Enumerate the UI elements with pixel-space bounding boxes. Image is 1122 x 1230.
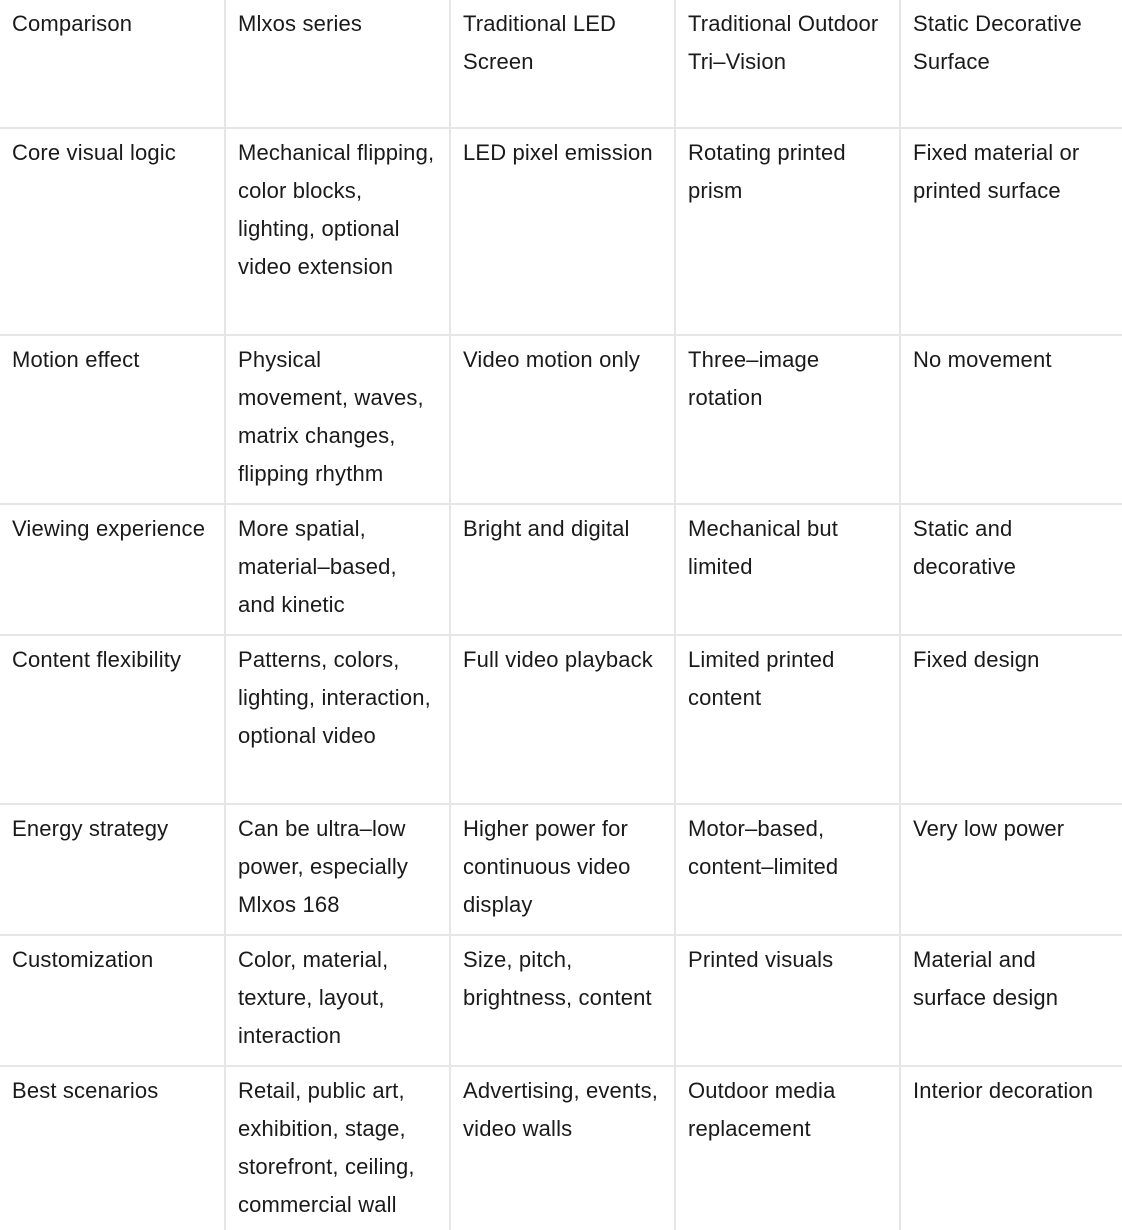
table-cell: Physical movement, waves, matrix changes, flipping rhythm: [225, 335, 450, 504]
table-row: [0, 635, 1122, 804]
row-label-cell: Motion effect: [0, 335, 225, 504]
row-label-cell: Customization: [0, 935, 225, 1066]
table-cell: More spatial, material–based, and kinetic: [225, 504, 450, 635]
table-cell: Full video playback: [450, 635, 675, 804]
table-cell: Motor–based, content–limited: [675, 804, 900, 935]
header-cell-traditional-led-screen: Traditional LED Screen: [450, 0, 675, 128]
header-cell-traditional-outdoor-tri-vision: Traditional Outdoor Tri–Vision: [675, 0, 900, 128]
table-cell: Mechanical but limited: [675, 504, 900, 635]
table-cell: Static and decorative: [900, 504, 1122, 635]
table-row: [0, 335, 1122, 504]
table-cell: Size, pitch, brightness, content: [450, 935, 675, 1066]
table-cell: Rotating printed prism: [675, 128, 900, 335]
table-row: [0, 128, 1122, 335]
table-row: [0, 804, 1122, 935]
table-cell: Bright and digital: [450, 504, 675, 635]
row-label-cell: Best scenarios: [0, 1066, 225, 1230]
table-cell: Very low power: [900, 804, 1122, 935]
table-cell: Retail, public art, exhibition, stage, storefront, ceiling, commercial wall: [225, 1066, 450, 1230]
table-cell: Fixed material or printed surface: [900, 128, 1122, 335]
row-label-cell: Content flexibility: [0, 635, 225, 804]
table-cell: LED pixel emission: [450, 128, 675, 335]
header-cell-mlxos-series: Mlxos series: [225, 0, 450, 128]
row-label-cell: Energy strategy: [0, 804, 225, 935]
table-cell: Fixed design: [900, 635, 1122, 804]
table-cell: Higher power for continuous video display: [450, 804, 675, 935]
table-cell: Video motion only: [450, 335, 675, 504]
table-row: [0, 504, 1122, 635]
table-cell: Color, material, texture, layout, interaction: [225, 935, 450, 1066]
header-cell-comparison: Comparison: [0, 0, 225, 128]
table-cell: No movement: [900, 335, 1122, 504]
table-cell: Printed visuals: [675, 935, 900, 1066]
table-cell: Patterns, colors, lighting, interaction, optional video: [225, 635, 450, 804]
table-header-row: [0, 0, 1122, 128]
table-cell: Advertising, events, video walls: [450, 1066, 675, 1230]
table-cell: Interior decoration: [900, 1066, 1122, 1230]
table-cell: Mechanical flipping, color blocks, lighting, optional video extension: [225, 128, 450, 335]
row-label-cell: Core visual logic: [0, 128, 225, 335]
table-cell: Outdoor media replacement: [675, 1066, 900, 1230]
table-cell: Can be ultra–low power, especially Mlxos 168: [225, 804, 450, 935]
row-label-cell: Viewing experience: [0, 504, 225, 635]
header-cell-static-decorative-surface: Static Decorative Surface: [900, 0, 1122, 128]
table-cell: Limited printed content: [675, 635, 900, 804]
table-row: [0, 935, 1122, 1066]
table-cell: Material and surface design: [900, 935, 1122, 1066]
table-row: [0, 1066, 1122, 1230]
table-cell: Three–image rotation: [675, 335, 900, 504]
